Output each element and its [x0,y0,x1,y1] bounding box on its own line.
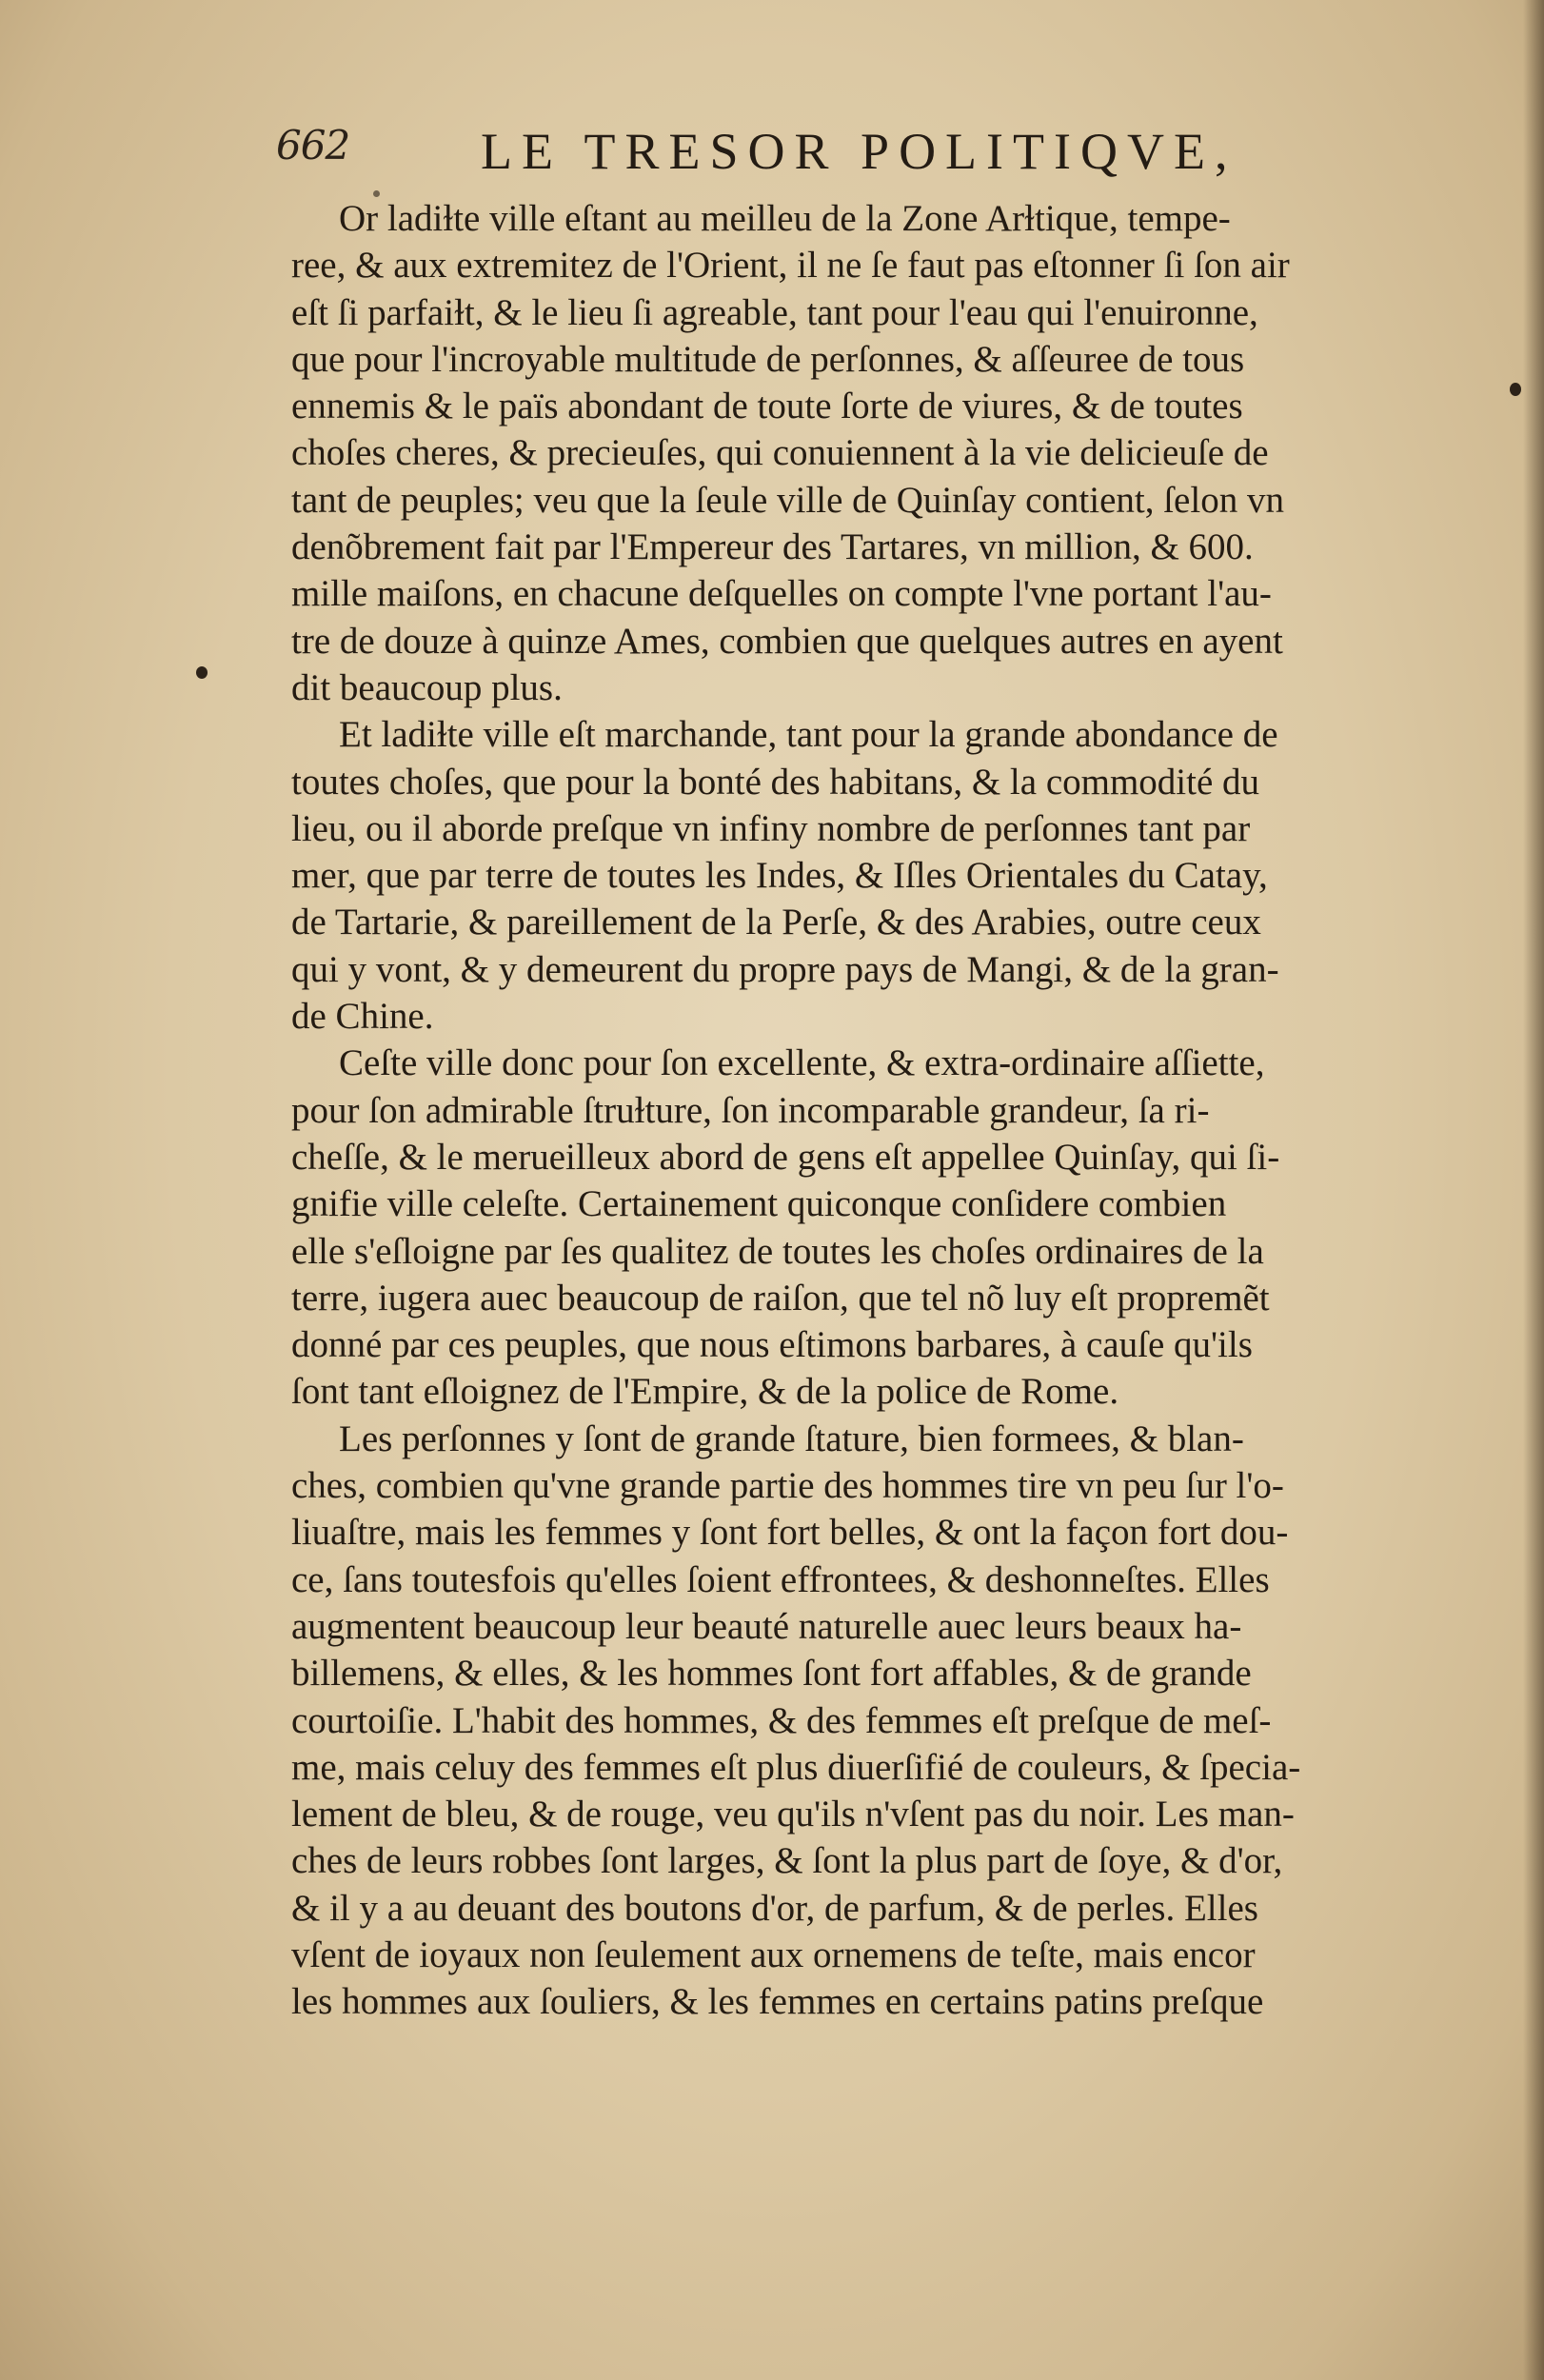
text-line: denõbrement fait par l'Empereur des Tartares, vn million, & 600. [291,526,1254,568]
text-line: ree, & aux extremitez de l'Orient, il ne ſe faut pas eſtonner ſi ſon air [291,245,1290,287]
text-line: & il y a au deuant des boutons d'or, de parfum, & de perles. Elles [291,1887,1258,1929]
page-number: 662 [276,122,350,169]
page-header [276,122,1342,188]
text-line: augmentent beaucoup leur beauté naturelle auec leurs beaux ha- [291,1605,1242,1647]
text-line: Ceſte ville donc pour ſon excellente, & extra-ordinaire aſſiette, [339,1042,1265,1084]
text-line: ce, ſans toutesfois qu'elles ſoient effrontees, & deshonneſtes. Elles [291,1558,1270,1600]
ink-spot [1510,383,1521,396]
text-line: mille maiſons, en chacune deſquelles on compte l'vne portant l'au- [291,573,1272,615]
body-text [291,195,1453,2026]
text-line: choſes cheres, & precieuſes, qui conuiennent à la vie delicieuſe de [291,432,1269,474]
text-line: Et ladiɫte ville eſt marchande, tant pour la grande abondance de [339,714,1278,756]
text-line: donné par ces peuples, que nous eſtimons barbares, à cauſe qu'ils [291,1324,1253,1366]
text-line: qui y vont, & y demeurent du propre pays de Mangi, & de la gran- [291,948,1279,990]
text-line: Or ladiɫte ville eſtant au meilleu de la Zone Arɫtique, tempe- [339,198,1231,239]
text-line: toutes choſes, que pour la bonté des habitans, & la commodité du [291,761,1260,803]
text-line: de Tartarie, & pareillement de la Perſe, & des Arabies, outre ceux [291,902,1261,943]
text-line: me, mais celuy des femmes eſt plus diuerſifié de couleurs, & ſpecia- [291,1746,1301,1788]
text-line: de Chine. [291,996,434,1038]
text-line: ennemis & le païs abondant de toute ſorte de viures, & de toutes [291,386,1243,427]
text-line: tre de douze à quinze Ames, combien que quelques autres en ayent [291,620,1283,662]
text-line: que pour l'incroyable multitude de perſonnes, & aſſeuree de tous [291,338,1245,380]
text-line: lieu, ou il aborde preſque vn infiny nombre de perſonnes tant par [291,807,1251,849]
text-line: les hommes aux ſouliers, & les femmes en certains patins preſque [291,1981,1264,2023]
text-line: elle s'eſloigne par ſes qualitez de toutes les choſes ordinaires de la [291,1230,1264,1272]
text-line: lement de bleu, & de rouge, veu qu'ils n'vſent pas du noir. Les man- [291,1794,1295,1835]
text-line: vſent de ioyaux non ſeulement aux ornemens de teſte, mais encor [291,1934,1256,1975]
text-line: billemens, & elles, & les hommes ſont fort affables, & de grande [291,1653,1252,1695]
text-line: Les perſonnes y ſont de grande ſtature, bien formees, & blan- [339,1418,1244,1459]
running-title: LE TRESOR POLITIQVE, [481,123,1237,180]
text-line: ſont tant eſloignez de l'Empire, & de la police de Rome. [291,1371,1119,1413]
text-line: mer, que par terre de toutes les Indes, & Iſles Orientales du Catay, [291,855,1268,897]
paragraph-3 [291,1040,1453,1415]
text-line: tant de peuples; veu que la ſeule ville de Quinſay contient, ſelon vn [291,479,1284,521]
ink-spot [196,666,208,679]
text-line: pour ſon admirable ſtruɫture, ſon incomparable grandeur, ſa ri- [291,1089,1210,1131]
text-line: ches, combien qu'vne grande partie des hommes tire vn peu ſur l'o- [291,1465,1284,1507]
paragraph-1 [291,195,1453,711]
paragraph-4 [291,1416,1453,2026]
paragraph-2 [291,711,1453,1040]
text-line: courtoiſie. L'habit des hommes, & des femmes eſt preſque de meſ- [291,1699,1272,1741]
text-line: eſt ſi parfaiɫt, & le lieu ſi agreable, tant pour l'eau qui l'enuironne, [291,291,1258,333]
text-line: dit beaucoup plus. [291,666,563,708]
text-line: liuaſtre, mais les femmes y ſont fort belles, & ont la façon fort dou- [291,1512,1289,1554]
text-line: gnifie ville celeſte. Certainement quiconque conſidere combien [291,1183,1227,1225]
text-line: terre, iugera auec beaucoup de raiſon, que tel nõ luy eſt propremẽt [291,1277,1270,1319]
text-line: cheſſe, & le merueilleux abord de gens eſt appellee Quinſay, qui ſi- [291,1136,1280,1178]
text-line: ches de leurs robbes ſont larges, & ſont la plus part de ſoye, & d'or, [291,1840,1283,1882]
